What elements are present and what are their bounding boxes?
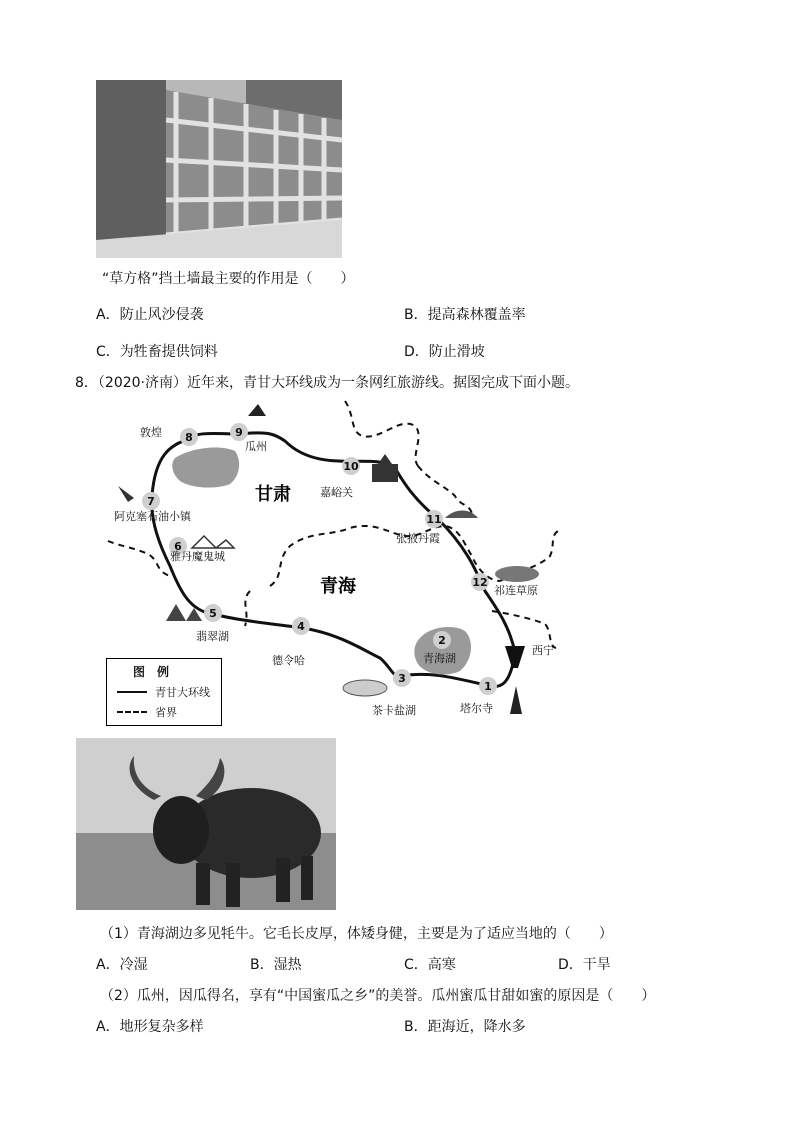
legend-border-label: 省界 (155, 706, 177, 719)
q8-sub1-option-a: A．冷湿 (96, 957, 148, 973)
city-xining: 西宁 (532, 644, 554, 657)
legend-border-line (117, 711, 147, 713)
legend-route-label: 青甘大环线 (155, 686, 210, 699)
grassland-icon (495, 566, 539, 582)
q8-sub1-option-d: D．干旱 (558, 957, 611, 973)
stop-marker-7 (142, 492, 160, 510)
q7-option-b: B．提高森林覆盖率 (404, 307, 526, 323)
stop-name-5: 翡翠湖 (196, 630, 229, 643)
stop-name-10: 嘉峪关 (320, 486, 353, 499)
stop-marker-3 (393, 669, 411, 687)
q7-option-d: D．防止滑坡 (404, 344, 485, 360)
stop-marker-10 (342, 457, 360, 475)
stop-name-12: 祁连草原 (494, 584, 538, 597)
legend-route-line (117, 691, 147, 693)
q8-sub1-option-c: C．高寒 (404, 957, 456, 973)
retaining-wall-photo (96, 80, 342, 258)
stop-name-2: 青海湖 (423, 652, 456, 665)
stop-marker-5 (204, 604, 222, 622)
stop-marker-9 (230, 423, 248, 441)
q8-stem: 8．（2020·济南）近年来，青甘大环线成为一条网红旅游线。据图完成下面小题。 (75, 375, 579, 391)
q8-sub2-option-a: A．地形复杂多样 (96, 1019, 204, 1035)
stop-number: 9 (235, 426, 243, 439)
fortress-icon (372, 464, 398, 482)
q8-sub2-question: （2）瓜州，因瓜得名，享有“中国蜜瓜之乡”的美誉。瓜州蜜瓜甘甜如蜜的原因是（ ） (100, 988, 656, 1004)
stop-name-4: 德令哈 (272, 654, 305, 667)
stop-marker-2 (433, 631, 451, 649)
yak-photo (76, 738, 336, 910)
stop-number: 3 (398, 672, 406, 685)
stop-name-1: 塔尔寺 (460, 702, 493, 715)
mountain-icon (248, 404, 266, 416)
zhangye-icon (445, 511, 478, 519)
map-legend (106, 658, 222, 726)
stop-number: 12 (472, 576, 488, 589)
stop-number: 6 (174, 540, 182, 553)
stop-number: 1 (484, 680, 492, 693)
shrine-icon (378, 454, 392, 464)
stop-number: 7 (147, 495, 155, 508)
stop-name-3: 茶卡盐湖 (372, 704, 416, 717)
q8-sub1-question: （1）青海湖边多见牦牛。它毛长皮厚，体矮身健，主要是为了适应当地的（ ） (100, 926, 613, 942)
stop-name-11: 张掖丹霞 (396, 532, 440, 545)
stop-name-6: 雅丹魔鬼城 (170, 550, 225, 563)
stop-number: 8 (185, 431, 193, 444)
q7-caption: “草方格”挡土墙最主要的作用是（ ） (102, 271, 355, 287)
yadan-icon (192, 536, 234, 548)
province-gansu: 甘肃 (255, 484, 291, 505)
xining-marker (505, 646, 525, 668)
q7-option-c: C．为牲畜提供饲料 (96, 344, 218, 360)
stop-number: 4 (297, 620, 305, 633)
stop-number: 11 (426, 513, 442, 526)
oil-town-icon (118, 486, 134, 502)
stop-marker-8 (180, 428, 198, 446)
dunhuang-area (172, 447, 239, 487)
temple-icon (510, 686, 522, 714)
stop-marker-1 (479, 677, 497, 695)
stop-marker-4 (292, 617, 310, 635)
q8-sub1-option-b: B．湿热 (250, 957, 302, 973)
stop-number: 5 (209, 607, 217, 620)
stop-number: 2 (438, 634, 446, 647)
salt-lake-icon (343, 680, 387, 696)
yak-illustration (76, 738, 336, 910)
stop-marker-11 (425, 510, 443, 528)
retaining-wall-illustration (96, 80, 342, 258)
stop-name-9: 瓜州 (245, 440, 267, 453)
stop-name-8: 敦煌 (140, 426, 162, 439)
stop-marker-12 (471, 573, 489, 591)
stop-number: 10 (343, 460, 359, 473)
q8-sub2-option-b: B．距海近，降水多 (404, 1019, 526, 1035)
province-qinghai: 青海 (320, 576, 356, 597)
legend-title: 图 例 (133, 665, 170, 679)
q7-option-a: A．防止风沙侵袭 (96, 307, 204, 323)
stop-name-7: 阿克塞石油小镇 (114, 510, 191, 523)
